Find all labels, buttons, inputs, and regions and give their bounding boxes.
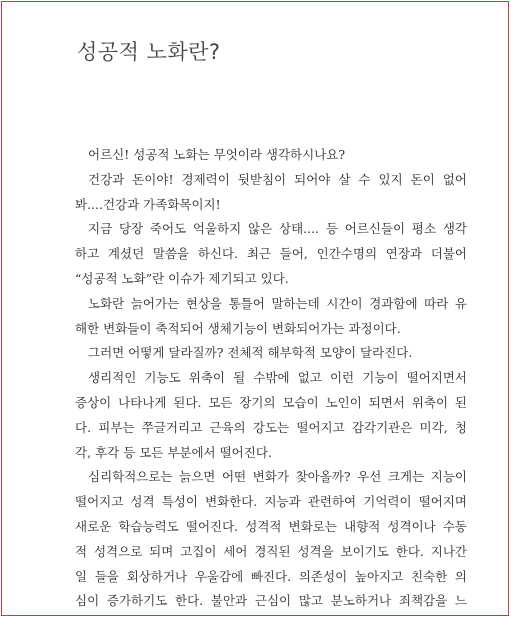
- text-line: 하고 계셨던 말씀을 하신다. 최근 들어, 인간수명의 연장과 더불어: [75, 246, 467, 262]
- text-line: 노화란 늙어가는 현상을 통틀어 말하는데 시간이 경과함에 따라 유: [88, 295, 467, 311]
- text-line: 새로운 학습능력도 떨어진다. 성격적 변화로는 내향적 성격이나 수동: [75, 518, 467, 534]
- page-title: 성공적 노화란?: [77, 40, 221, 64]
- text-line: 어르신! 성공적 노화는 무엇이라 생각하시나요?: [88, 147, 346, 162]
- text-line: 떨어지고 성격 특성이 변화한다. 지능과 관련하여 기억력이 떨어지며: [75, 494, 467, 510]
- text-line: 다. 피부는 쭈글거리고 근육의 강도는 떨어지고 감각기관은 미각, 청: [75, 419, 467, 435]
- text-line: 해한 변화들이 축적되어 생체기능이 변화되어가는 과정이다.: [75, 320, 401, 336]
- text-line: 심이 증가하기도 한다. 불안과 근심이 많고 분노하거나 죄책감을 느: [75, 593, 467, 609]
- text-line: 생리적인 기능도 위축이 될 수밖에 없고 이런 기능이 떨어지면서: [88, 370, 467, 386]
- text-line: 지금 당장 죽어도 억울하지 않은 상태.... 등 어르신들이 평소 생각: [88, 221, 467, 237]
- text-line: 건강과 돈이야! 경제력이 뒷받침이 되어야 살 수 있지 돈이 없어: [88, 171, 467, 187]
- text-line: 증상이 나타나게 된다. 모든 장기의 모습이 노인이 되면서 위축이 된: [75, 394, 467, 410]
- text-line: 봐....건강과 가족화목이지!: [75, 196, 221, 212]
- text-line: “성공적 노화”란 이슈가 제기되고 있다.: [75, 270, 289, 286]
- text-line: 적 성격으로 되며 고집이 세어 경직된 성격을 보이기도 한다. 지나간: [75, 543, 467, 559]
- text-line: 심리학적으로는 늙으면 어떤 변화가 찾아올까? 우선 크게는 지능이: [88, 469, 467, 485]
- text-line: 일 들을 회상하거나 우울감에 빠진다. 의존성이 높아지고 친숙한 의: [75, 568, 467, 584]
- text-line: 각, 후각 등 모든 부분에서 떨어진다.: [75, 444, 272, 460]
- text-line: 그러면 어떻게 달라질까? 전체적 해부학적 모양이 달라진다.: [88, 345, 413, 361]
- body-text: [75, 143, 467, 614]
